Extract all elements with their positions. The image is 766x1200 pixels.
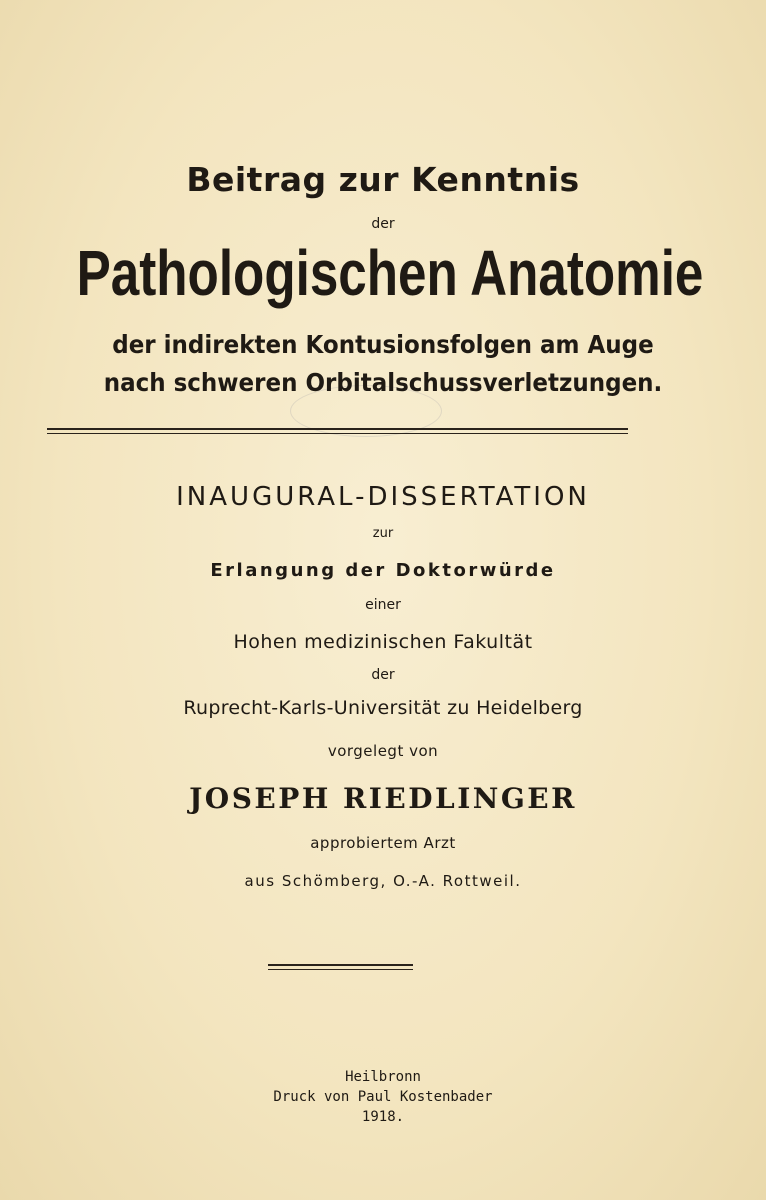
- imprint-year: 1918.: [361, 1109, 405, 1125]
- short-double-rule: [268, 964, 413, 970]
- purpose-text: Erlangung der Doktorwürde: [210, 560, 556, 581]
- author-title: approbiertem Arzt: [310, 834, 456, 852]
- dissertation-heading: INAUGURAL-DISSERTATION: [176, 482, 590, 512]
- imprint-printer: Druck von Paul Kostenbader: [273, 1089, 493, 1105]
- faculty-text: Hohen medizinischen Fakultät: [233, 631, 533, 653]
- subtitle-line-2: nach schweren Orbitalschussverletzungen.: [103, 368, 663, 397]
- submitted-by-text: vorgelegt von: [327, 742, 439, 760]
- einer-text: einer: [365, 597, 401, 613]
- main-title: Pathologischen Anatomie: [76, 237, 704, 309]
- imprint-city: Heilbronn: [345, 1069, 421, 1085]
- title-line-1: Beitrag zur Kenntnis: [186, 160, 580, 199]
- university-text: Ruprecht-Karls-Universität zu Heidelberg: [183, 697, 583, 719]
- title-line-2: der: [371, 216, 395, 232]
- author-name: JOSEPH RIEDLINGER: [189, 782, 577, 815]
- der-text: der: [371, 667, 395, 683]
- author-origin: aus Schömberg, O.-A. Rottweil.: [244, 872, 522, 890]
- subtitle-line-1: der indirekten Kontusionsfolgen am Auge: [112, 330, 654, 359]
- double-rule-divider: [47, 428, 628, 434]
- zur-text: zur: [372, 526, 394, 541]
